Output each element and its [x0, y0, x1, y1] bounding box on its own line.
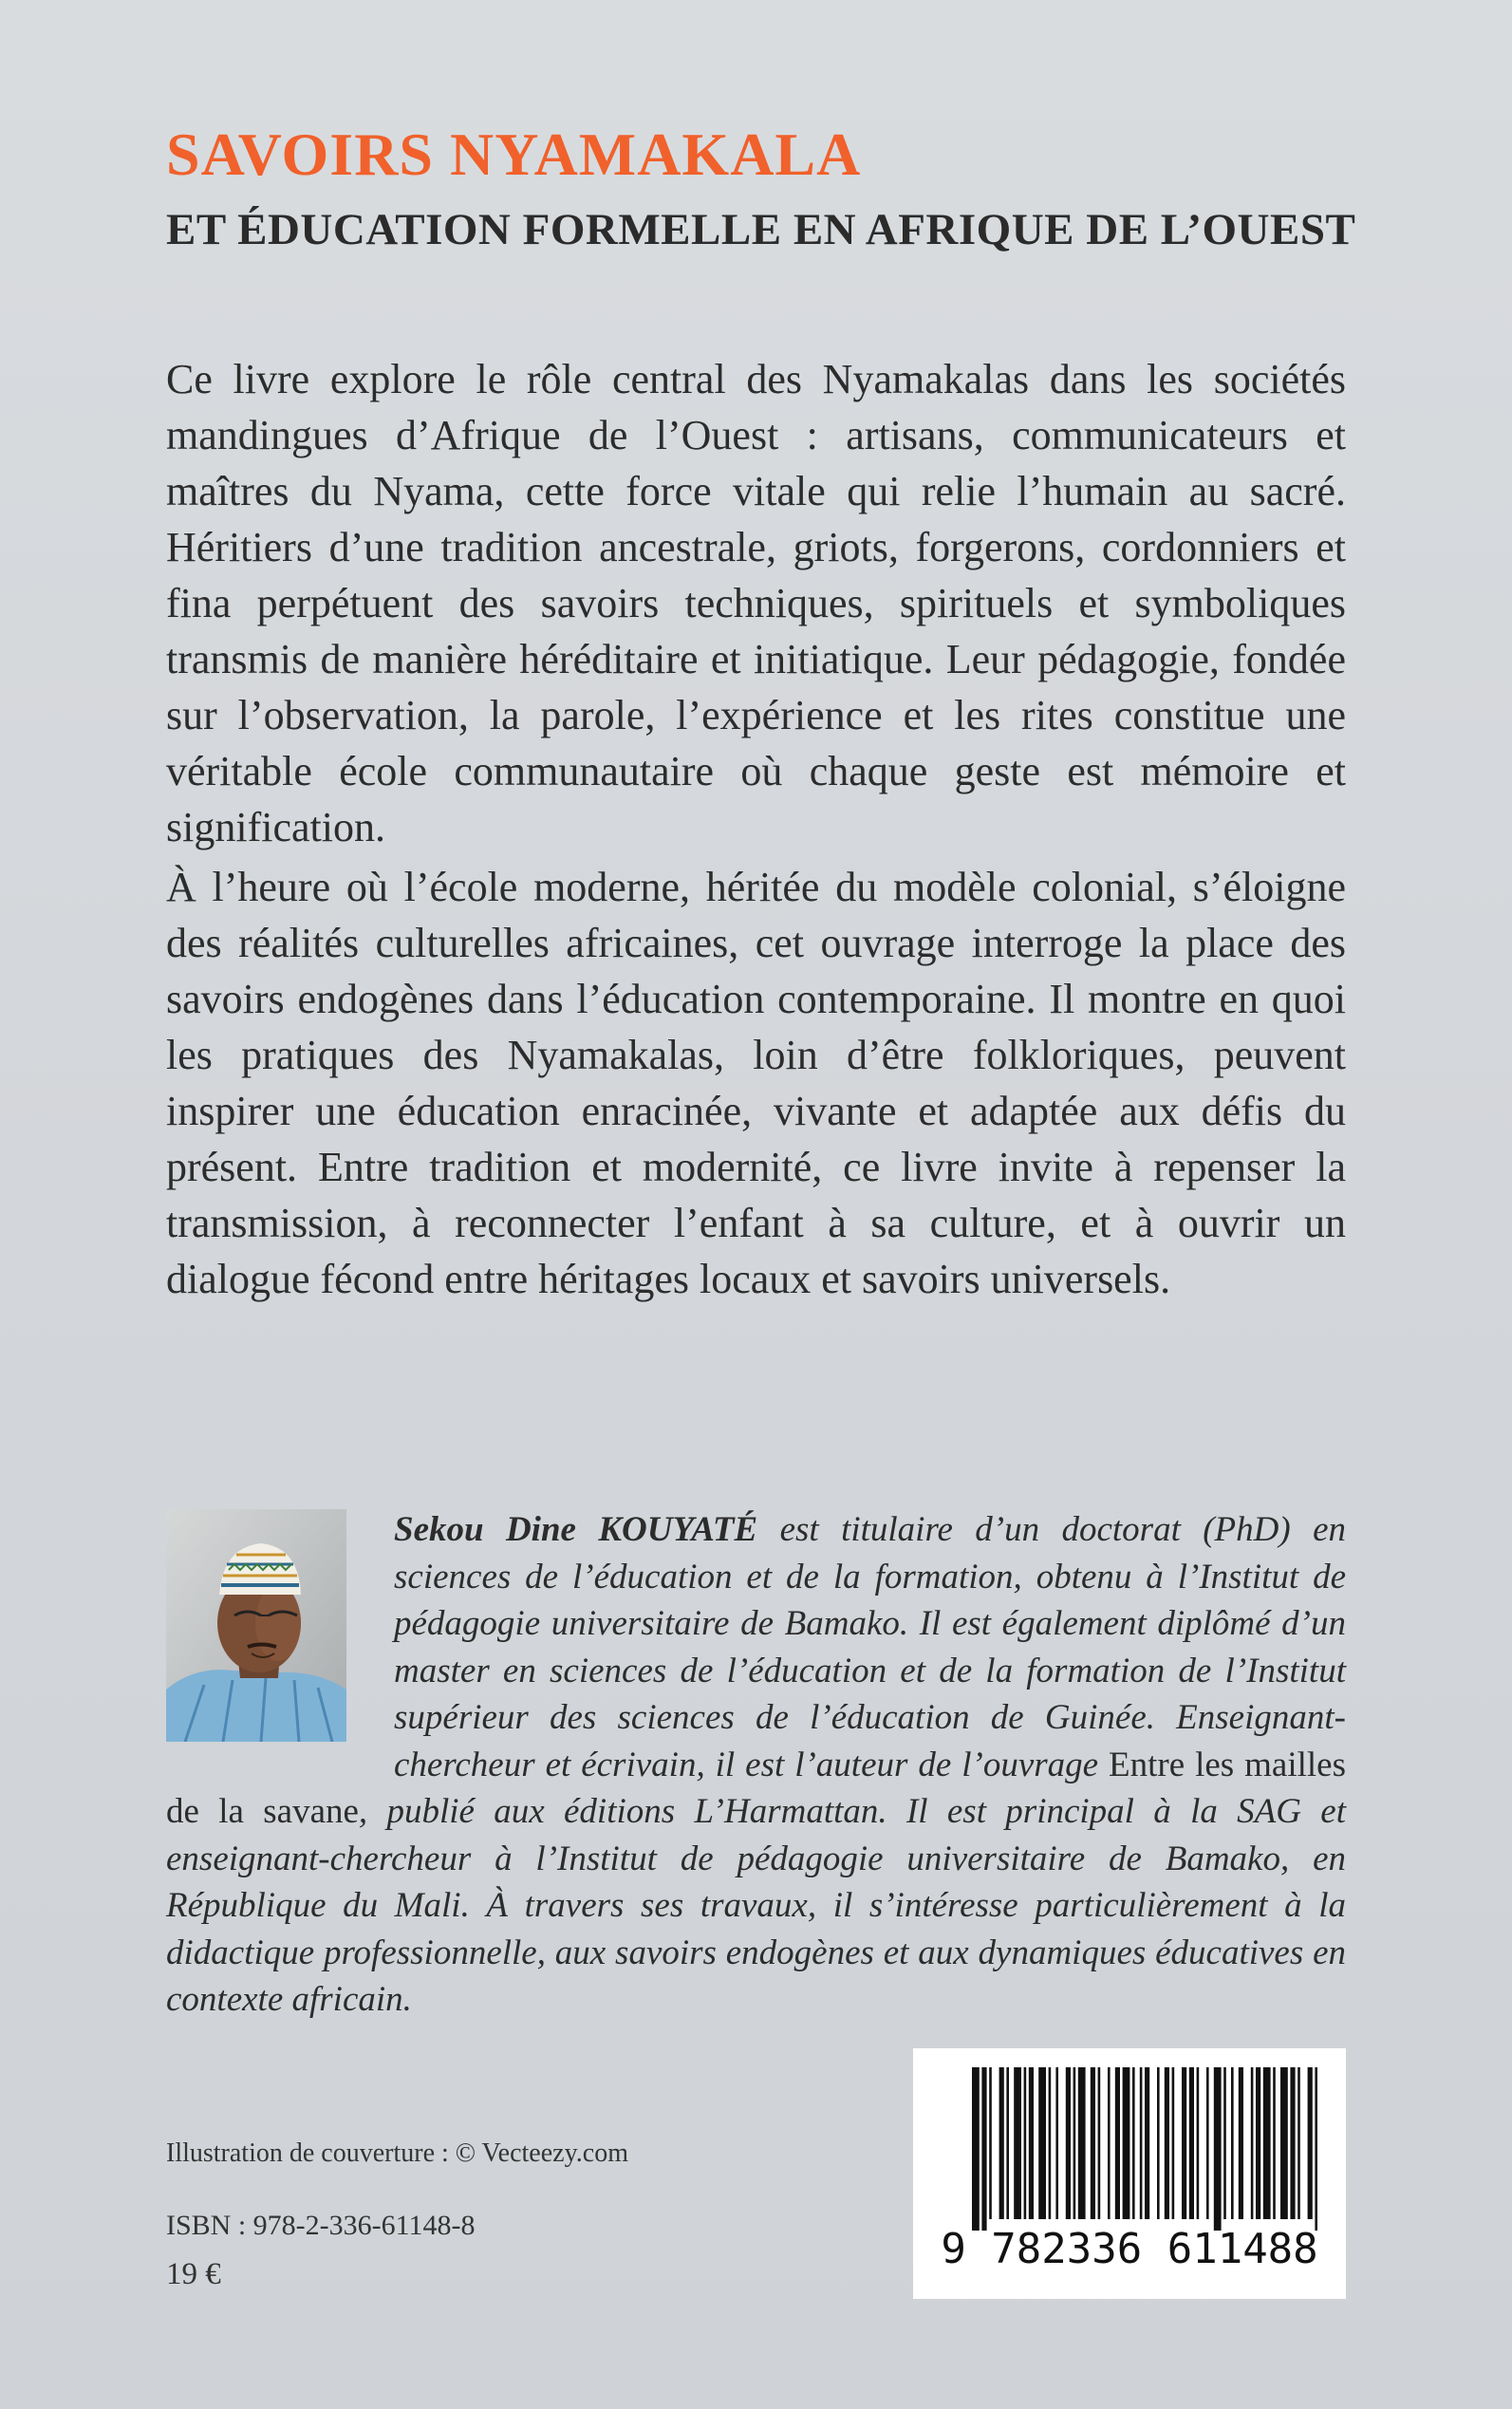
barcode-bar — [1251, 2067, 1254, 2219]
summary-paragraph-1: Ce livre explore le rôle central des Nyamakalas dans les sociétés mandingues d’Afrique de l’Ouest : artisans, communicateurs et maîtres du Nyama, cette force vitale qui relie l’humain au sacré. Héritiers d’une tradition ancestrale, griots, forgerons, cordonniers et fina perpétuent des savoirs techniques, spirituels et symboliques transmis de manière héréditaire et initiatique. Leur pédagogie, fondée sur l’observation, la parole, l’expérience et les rites constitue une véritable école communautaire où chaque geste est mémoire et signification. — [166, 356, 1346, 850]
barcode-bar — [1197, 2067, 1200, 2219]
illustration-credit: Illustration de couverture : © Vecteezy.com — [166, 2138, 628, 2168]
barcode-bar — [1239, 2067, 1243, 2219]
barcode-bar — [1256, 2067, 1260, 2219]
barcode-bar — [1165, 2067, 1169, 2219]
barcode-bar — [1078, 2067, 1086, 2219]
barcode-bar — [1290, 2067, 1295, 2219]
barcode-bar — [1006, 2067, 1009, 2219]
barcode-bar — [1049, 2067, 1052, 2219]
barcode-bar — [1308, 2067, 1313, 2219]
barcode-bar — [1091, 2067, 1095, 2219]
barcode-bar — [989, 2067, 992, 2219]
barcode-digits: 9 782336 611488 — [941, 2225, 1318, 2273]
barcode-bar — [1108, 2067, 1111, 2219]
barcode-bar — [1073, 2067, 1076, 2219]
barcode-bar — [1024, 2067, 1027, 2219]
barcode-bar — [972, 2067, 980, 2231]
barcode-bar — [1115, 2067, 1120, 2219]
barcode-bar — [1123, 2067, 1130, 2219]
barcode-bar — [981, 2067, 986, 2231]
book-subtitle: ET ÉDUCATION FORMELLE EN AFRIQUE DE L’OUEST — [166, 205, 1356, 254]
price: 19 € — [166, 2257, 221, 2291]
barcode-bar — [1066, 2067, 1071, 2219]
barcode-bar — [1055, 2067, 1058, 2219]
barcode-bar — [1206, 2067, 1209, 2219]
isbn: ISBN : 978-2-336-61148-8 — [166, 2210, 476, 2241]
barcode-bar — [1263, 2067, 1271, 2219]
barcode-bar — [1280, 2067, 1288, 2219]
author-name: Sekou Dine KOUYATÉ — [394, 1510, 758, 1549]
barcode-bar — [1145, 2067, 1149, 2219]
barcode-bar — [1315, 2067, 1317, 2231]
barcode — [913, 2048, 1346, 2299]
barcode-bar — [1140, 2067, 1143, 2219]
summary-paragraph-2: À l’heure où l’école moderne, héritée du modèle colonial, s’éloigne des réalités culturelles africaines, cet ouvrage interroge la place des savoirs endogènes dans l’éducation contemporaine. Il montre en quoi les pratiques des Nyamakalas, loin d’être folkloriques, peuvent inspirer une éducation enracinée, vivante et adaptée aux défis du présent. Entre tradition et modernité, ce livre invite à repenser la transmission, à reconnecter l’enfant à sa culture, et à ouvrir un dialogue fécond entre héritages locaux et savoirs universels. — [166, 864, 1346, 1302]
photo-spacer — [166, 1506, 394, 1742]
bio-text-part-1: est titulaire d’un doctorat (PhD) en sciences de l’éducation et de la formation, obtenu à l’Institut de pédagogie universitaire de Bamako. Il est également diplômé d’un master en sciences de l’éducation et de la formation de l’Institut supérieur des sciences de l’éducation de Guinée. Enseignant-chercheur et écrivain, il est l’auteur de l’ouvrage — [394, 1510, 1346, 1784]
barcode-bar — [1223, 2067, 1226, 2219]
barcode-bar — [1157, 2067, 1160, 2219]
barcode-bar — [999, 2067, 1004, 2219]
book-title: SAVOIRS NYAMAKALA — [166, 121, 862, 188]
barcode-bar — [1297, 2067, 1300, 2219]
barcode-bar — [1132, 2067, 1135, 2219]
barcode-bar — [1038, 2067, 1046, 2219]
author-biography — [166, 1506, 1346, 2024]
barcode-bar — [1182, 2067, 1186, 2219]
barcode-bar — [1214, 2067, 1222, 2231]
barcode-bar — [1029, 2067, 1034, 2219]
barcode-bar — [1014, 2067, 1021, 2219]
barcode-bar — [1273, 2067, 1276, 2219]
barcode-bar — [1172, 2067, 1175, 2219]
barcode-bar — [1098, 2067, 1101, 2219]
bio-text-part-2: , publié aux éditions L’Harmattan. Il est principal à la SAG et enseignant-chercheur à l’Institut de pédagogie universitaire de Bamako, en République du Mali. À travers ses travaux, il s’intéresse particulièrement à la didactique professionnelle, aux savoirs endogènes et aux dynamiques éducatives en contexte africain. — [166, 1792, 1347, 2019]
barcode-bar — [1189, 2067, 1194, 2219]
barcode-bar — [1231, 2067, 1234, 2219]
previous-book-title: Entre les mailles de la savane — [166, 1745, 1347, 1831]
